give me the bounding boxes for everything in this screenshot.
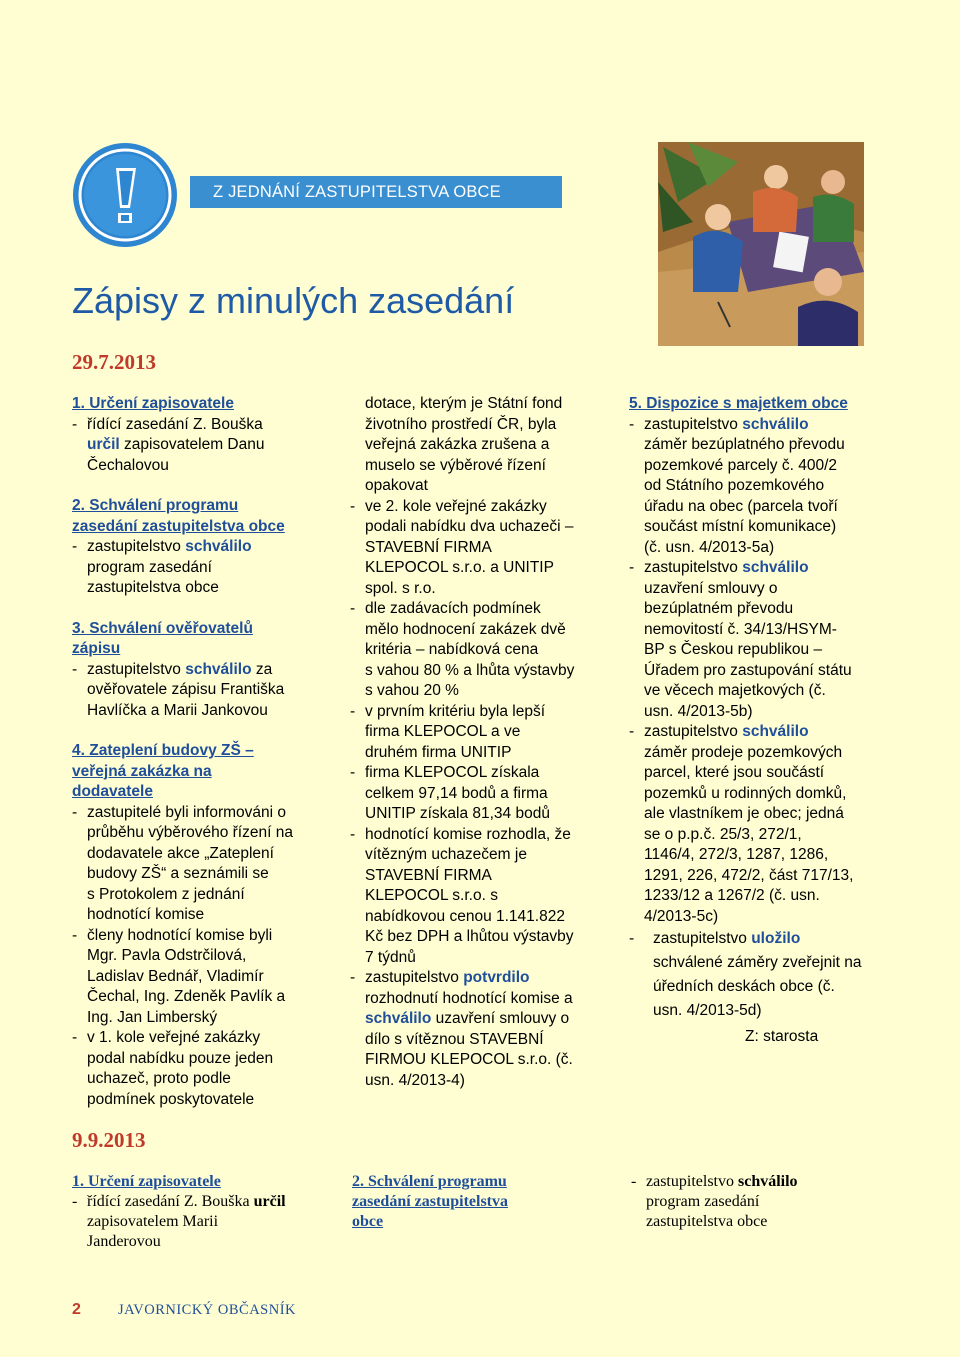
meeting-clipart-illustration — [658, 142, 864, 346]
meeting1-column-3 — [629, 394, 929, 1049]
list-item: - zastupitelstvo schválilo uzavření smlouvy o bezúplatném převodu nemovitostí č. 34/13/HSYM- BP s Českou republikou – Úřadem pro zastupování státu ve věcech majetkových (č. usn. 4/2013-5b) — [629, 558, 929, 722]
list-item: - zastupitelstvo potvrdilo rozhodnutí hodnotící komise a schválilo uzavření smlouvy o dílo s vítěznou STAVEBNÍ FIRMOU KLEPOCOL s.r.o. (č. usn. 4/2013-4) — [350, 968, 615, 1091]
section-heading: 2. Schválení programu zasedání zastupitelstva obce — [352, 1173, 508, 1230]
section-heading: 3. Schválení ověřovatelů zápisu — [72, 619, 253, 657]
list-item: - řídící zasedání Z. Bouška určil zapisovatelem Danu Čechalovou — [72, 415, 337, 477]
exclamation-badge-icon — [70, 140, 180, 250]
meeting2-column-3 — [631, 1172, 911, 1232]
continued-text: dotace, kterým je Státní fond životního prostředí ČR, byla veřejná zakázka zrušena a muselo se výběrové řízení opakovat — [365, 395, 563, 494]
list-item: - zastupitelstvo schválilo program zasedání zastupitelstva obce — [631, 1172, 911, 1232]
list-item: - zastupitelstvo uložilo schválené záměry zveřejnit na úředních deskách obce (č. usn. 4/2013-5d) — [629, 927, 929, 1023]
banner-text: Z JEDNÁNÍ ZASTUPITELSTVA OBCE — [213, 183, 501, 201]
page-title: Zápisy z minulých zasedání — [72, 280, 515, 321]
page-number: 2 — [72, 1301, 81, 1318]
section-banner — [190, 176, 562, 208]
list-item: - hodnotící komise rozhodla, že vítězným uchazečem je STAVEBNÍ FIRMA KLEPOCOL s.r.o. s nabídkovou cenou 1.141.822 Kč bez DPH a lhůtou výstavby 7 týdnů — [350, 825, 615, 969]
list-item: - členy hodnotící komise byli Mgr. Pavla Odstrčilová, Ladislav Bednář, Vladimír Čechal, Ing. Zdeněk Pavlík a Ing. Jan Limberský — [72, 926, 337, 1029]
list-item: - dle zadávacích podmínek mělo hodnocení zakázek dvě kritéria – nabídková cena s vahou 80 % a lhůta výstavby s vahou 20 % — [350, 599, 615, 702]
list-item: - zastupitelstvo schválilo za ověřovatele zápisu Františka Havlíčka a Marii Jankovou — [72, 660, 337, 722]
meeting2-column-1 — [72, 1172, 337, 1252]
section-heading: 5. Dispozice s majetkem obce — [629, 395, 848, 412]
list-item: - ve 2. kole veřejné zakázky podali nabídku dva uchazeči – STAVEBNÍ FIRMA KLEPOCOL s.r.o. a UNITIP spol. s r.o. — [350, 497, 615, 600]
list-item: - zastupitelstvo schválilo program zasedání zastupitelstva obce — [72, 537, 337, 599]
list-item: - řídící zasedání Z. Bouška určil zapisovatelem Marii Janderovou — [72, 1192, 337, 1252]
list-item: - zastupitelé byli informováni o průběhu výběrového řízení na dodavatele akce „Zateplení budovy ZŠ“ a seznámili se s Protokolem z jednání hodnotící komise — [72, 803, 337, 926]
section-heading: 1. Určení zapisovatele — [72, 1173, 221, 1190]
section-heading: 2. Schválení programu zasedání zastupitelstva obce — [72, 497, 285, 535]
list-item: - firma KLEPOCOL získala celkem 97,14 bodů a firma UNITIP získala 81,34 bodů — [350, 763, 615, 825]
section-heading: 4. Zateplení budovy ZŠ – veřejná zakázka na dodavatele — [72, 742, 254, 800]
section-heading: 1. Určení zapisovatele — [72, 395, 234, 412]
list-item: - v prvním kritériu byla lepší firma KLEPOCOL a ve druhém firma UNITIP — [350, 702, 615, 764]
publication-name: JAVORNICKÝ OBČASNÍK — [118, 1302, 297, 1318]
list-item: - v 1. kole veřejné zakázky podal nabídku pouze jeden uchazeč, proto podle podmínek poskytovatele — [72, 1028, 337, 1110]
list-item: - zastupitelstvo schválilo záměr bezúplatného převodu pozemkové parcely č. 400/2 od Státního pozemkového úřadu na obec (parcela tvoří součást místní komunikace) (č. usn. 4/2013-5a) — [629, 415, 929, 559]
meeting1-column-2 — [350, 394, 615, 1091]
meeting-date: 29.7.2013 — [72, 350, 156, 374]
list-item: - zastupitelstvo schválilo záměr prodeje pozemkových parcel, které jsou součástí pozemků u rodinných domků, ale vlastníkem je obec; jedná se o p.p.č. 25/3, 272/1, 1146/4, 272/3, 1287, 1286, 1291, 226, 472/2, část 717/13, 1233/12 a 1267/2 (č. usn. 4/2013-5c) — [629, 722, 929, 927]
meeting2-column-2 — [352, 1172, 592, 1232]
meeting1-column-1 — [72, 394, 337, 1110]
meeting-date: 9.9.2013 — [72, 1128, 146, 1152]
signoff: Z: starosta — [745, 1028, 819, 1045]
